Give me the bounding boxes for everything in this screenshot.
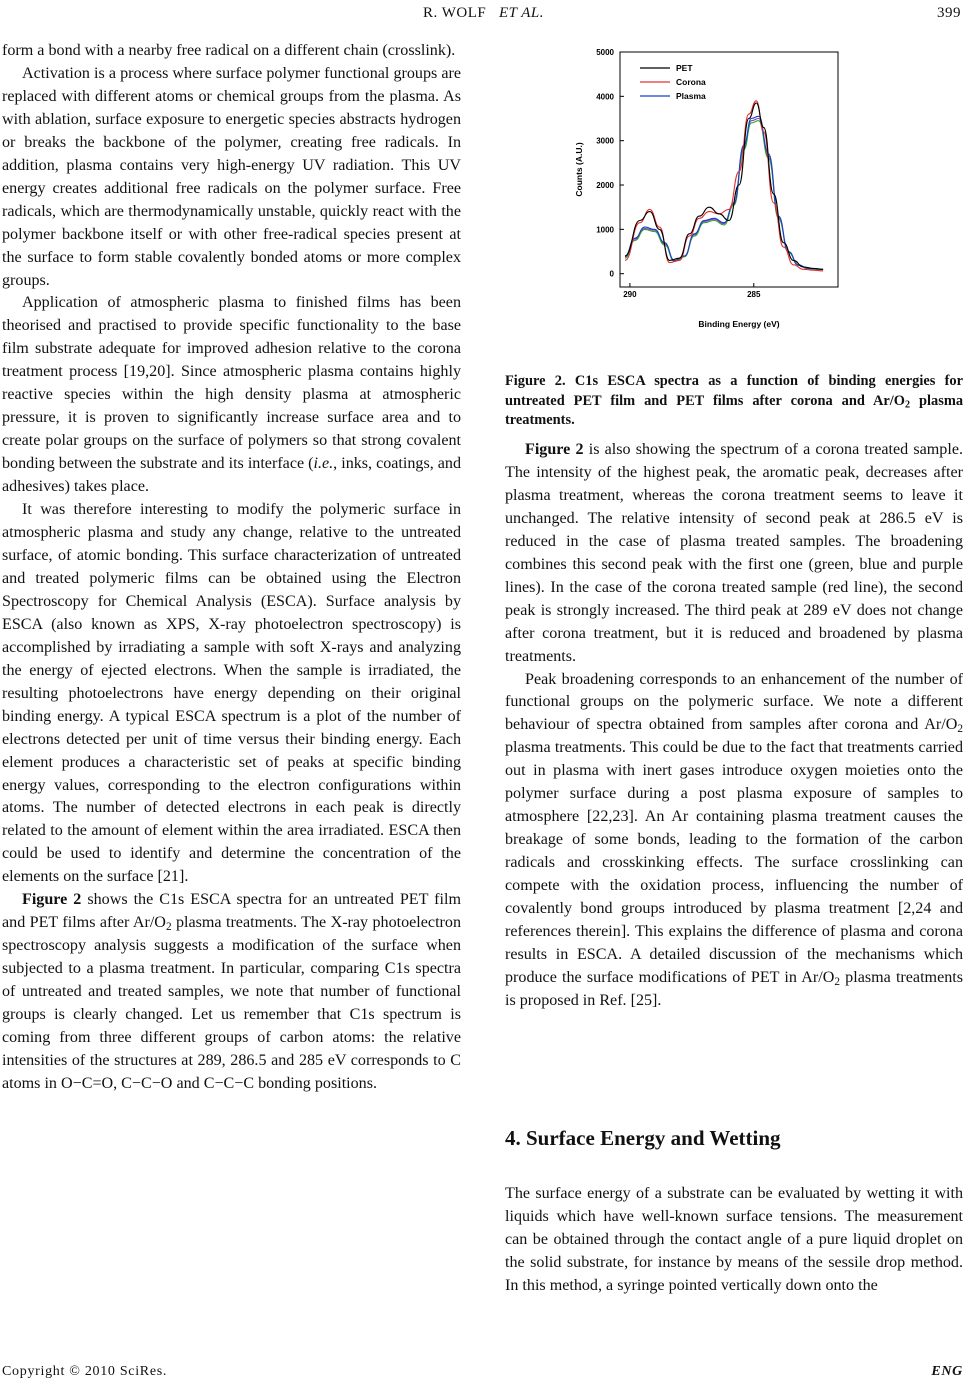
y-tick-label: 1000 [596,225,614,235]
y-tick-label: 5000 [596,48,614,57]
paragraph: Peak broadening corresponds to an enhancement of the number of functional groups on the polymeric surface. We note a different behaviour of spectra obtained from samples after corona and $Ar/O_2$ plasma treatments. This could be due to the fact that treatments carried out in plasma with inert gases introduce oxygen moieties onto the polymer surface during a post plasma exposure of samples to atmosphere [22,23]. An Ar containing plasma treatment causes the breakage of some bonds, leading to the formation of the carbon radicals and crosskinking effects. The surface crosslinking can compete with the oxidation process, influencing the number of covalently bond groups introduced by plasma treatment [2,24 and references therein]. This explains the difference of plasma and corona results in ESCA. A detailed discussion of the mechanisms which produce the surface modifications of PET in $Ar/O_2$ plasma treatments is proposed in Ref. [25]. [505,670,963,1009]
y-tick-label: 4000 [596,92,614,102]
paragraph: It was therefore interesting to modify the polymeric surface in atmospheric plasma and study any change, relative to the untreated surface, of atomic bonding. This surface characterization of untreated and treated polymeric films can be obtained using the Electron Spectroscopy for Chemical Analysis (ESCA). Surface analysis by ESCA (also known as XPS, X-ray photoelectron spectroscopy) is accomplished by irradiating a sample with soft X-rays and analyzing the energy of ejected electrons. When the sample is irradiated, the resulting photoelectrons have energy depending on their original binding energy. A typical ESCA spectrum is a plot of the number of electrons detected per unit of time versus their binding energy. Each element produces a characteristic set of peaks at specific binding energy values, corresponding to the electron configurations within atoms. The number of detected electrons in each peak is directly related to the amount of element within the area irradiated. ESCA then could be used to identify and determine the concentration of the elements on the surface [21]. [2,501,461,886]
page-number: 399 [937,5,961,21]
paragraph: Figure 2 shows the C1s ESCA spectra for an untreated PET film and PET films after $Ar/O_2$ plasma treatments. The X-ray photoelectron spectroscopy analysis suggests a modification of the surface when subjected to a plasma treatment. In particular, comparing C1s spectra of untreated and treated samples, we note that number of functional groups is clearly changed. Let us remember that C1s spectrum is coming from three different groups of carbon atoms: the relative intensities of the structures at 289, 286.5 and 285 eV corresponds to C atoms in O−C=O, C−C−O and C−C−C bonding positions. [2,891,461,1092]
author-name: R. WOLF [423,5,487,21]
legend-entry: PET [676,63,693,73]
paragraph: Activation is a process where surface polymer functional groups are replaced with different atoms or chemical groups from the plasma. As with ablation, surface exposure to energetic species abstracts hydrogen or breaks the backbone of the polymer, creating free radicals. In addition, plasma contains very high-energy UV radiation. This UV energy creates additional free radicals on the polymer surface. Free radicals, which are thermodynamically unstable, quickly react with the polymer backbone itself or with other free-radical species present at the surface to form stable covalently bonded atoms or more complex groups. [2,64,461,289]
series-line-plasma [625,116,823,269]
legend-entry: Corona [676,77,706,87]
esca-spectra-chart [560,40,840,335]
paragraph: The surface energy of a substrate can be evaluated by wetting it with liquids which have well-known surface tensions. The measurement can be obtained through the contact angle of a pure liquid droplet on the solid substrate, for instance by means of the sessile drop method. In this method, a syringe pointed vertically down onto the [505,1185,963,1294]
y-tick-label: 3000 [596,136,614,146]
et-al: ET AL. [499,5,544,21]
paragraph: Figure 2 is also showing the spectrum of a corona treated sample. The intensity of the highest peak, the aromatic peak, decreases after plasma treatment, whereas the corona treatment seems to leave it unchanged. The relative intensity of second peak at 286.5 eV is reduced in the case of plasma treated samples. The broadening combines this second peak with the first one (green, blue and purple lines). In the case of the corona treated sample (red line), the second peak is strongly increased. The third peak at 289 eV does not change after corona treatment, but it is reduced and broadened by plasma treatments. [505,441,963,665]
series-line-corona [625,101,823,271]
right-column-bottom [505,1183,963,1298]
figure-reference: Figure 2 [22,891,82,909]
y-tick-label: 2000 [596,181,614,191]
journal-name: ENG [931,1364,963,1379]
x-axis-label: Binding Energy (eV) [698,319,780,329]
figure-caption: Figure 2. C1s ESCA spectra as a function of binding energies for untreated PET film and PET films after corona and $Ar/O_2$ plasma treatments. [505,373,964,428]
series-line-unlabeled [625,119,823,270]
figure-reference: Figure 2 [525,441,584,458]
section-heading: 4. Surface Energy and Wetting [505,1126,781,1150]
x-tick-label: 290 [623,290,637,299]
left-column [2,40,461,1096]
series-line-unlabeled [625,121,823,270]
plot-frame [620,52,838,287]
y-axis-label: Counts (A.U.) [574,142,584,197]
legend-entry: Plasma [676,91,706,101]
series-line-pet [625,103,823,269]
x-tick-label: 285 [747,290,761,299]
running-title [0,5,967,22]
y-tick-label: 0 [609,269,614,279]
copyright: Copyright © 2010 SciRes. [2,1364,168,1379]
paragraph: form a bond with a nearby free radical on a different chain (crosslink). [2,42,456,59]
paragraph: Application of atmospheric plasma to finished films has been theorised and practised to provide specific functionality to the base film substrate adequate for improved adhesion relative to the corona treatment process [19,20]. Since atmospheric plasma contains highly reactive species within the high density plasma at atmospheric pressure, it is proven to significantly increase surface area and to create polar groups on the surface of polymers so that strong covalent bonding between the substrate and its interface (i.e., inks, coatings, and adhesives) takes place. [2,294,462,496]
running-header [0,5,967,27]
